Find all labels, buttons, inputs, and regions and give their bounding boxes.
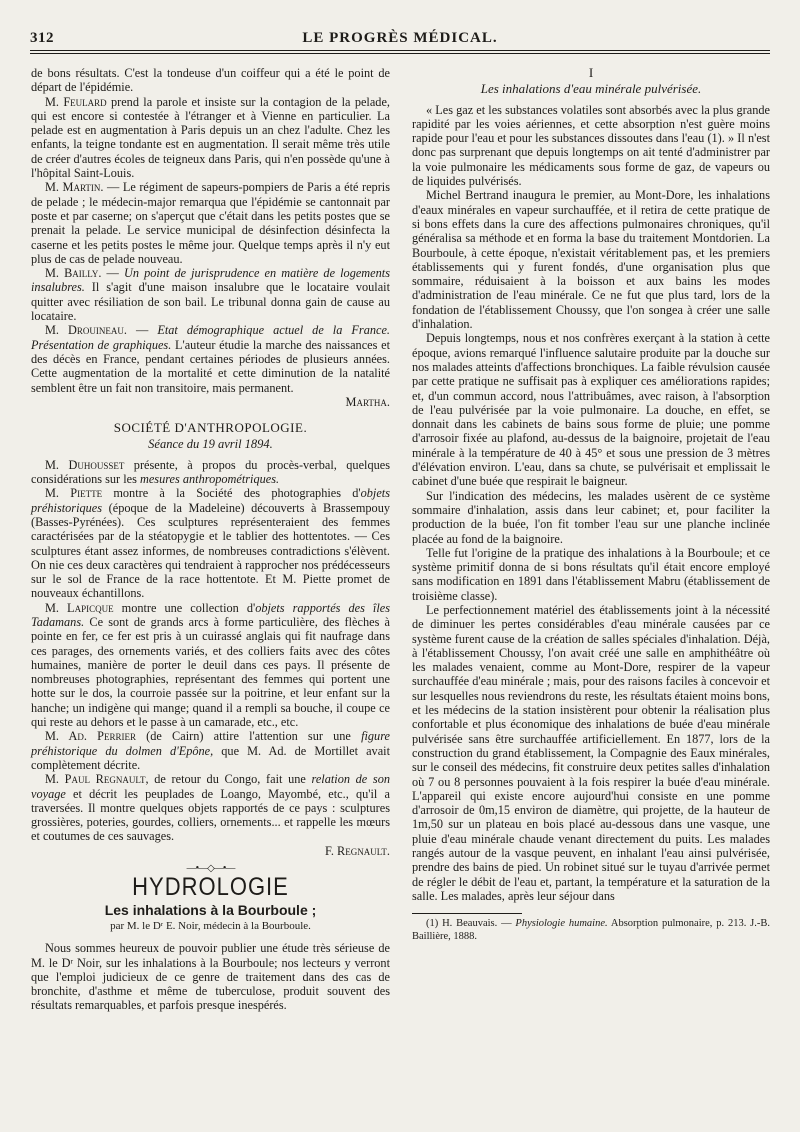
page-header bbox=[30, 28, 770, 50]
speaker-name: M. Lapicque bbox=[45, 600, 114, 615]
dash: — bbox=[101, 266, 124, 281]
paragraph-text: et décrit les peuplades de Loango, Mayombé, etc., qu'il a traversées. Il montre quelques objets rapportés de ce pays : sculptures grossières, poteries, gourdes, colliers, ornements... et rappelle les mœurs et coutumes de ces sauvages. bbox=[31, 786, 390, 844]
paragraph bbox=[31, 486, 390, 600]
paragraph bbox=[31, 95, 390, 181]
speaker-name: M. Martin. bbox=[45, 180, 104, 195]
left-column bbox=[31, 66, 390, 1013]
speaker-name: M. Piette bbox=[45, 486, 103, 501]
paragraph bbox=[31, 772, 390, 843]
chapter-number: I bbox=[588, 65, 594, 80]
speaker-name: M. Ad. Perrier bbox=[45, 729, 136, 744]
paragraph-text: Ce sont de grands arcs à forme particulière, des flèches à pointe en fer, ce fer est pris à un cuirassé anglais qui fit naufrage dans ces parages, des ornements variés, et des colliers faits avec des côtes humaines, manière de porter le deuil dans ces pays. Il présente de nombreuses photographies, représentant des femmes qui portent une hotte sur le dos, la courroie passée sur la poitrine, et leur enfant sur la hanche; un indigène qui mange; quand il a rempli sa bouche, il coupe ce qui reste au dehors et le passe à un camarade, etc., etc. bbox=[31, 614, 390, 730]
journal-title: LE PROGRÈS MÉDICAL. bbox=[302, 30, 498, 46]
paragraph-text: — Le régiment de sapeurs-pompiers de Paris a été repris de pelade ; le médecin-major remarqua que l'épidémie se cantonnait par poste et par caserne; on s'aperçut que c'était dans les petits postes que se prenait la pelade. Le service municipal de désinfection désinfecta la caserne et les petits postes le même jour. Quelque temps après il n'y eut plus de cas de pelade nouveau. bbox=[31, 180, 390, 266]
speaker-name: M. Paul Regnault, bbox=[45, 772, 149, 787]
paragraph: Le perfectionnement matériel des établissements joint à la nécessité de diminuer les pertes considérables d'eau minérale causées par ce système furent cause de la création de salles spéciales d'inhalation. Déjà, à l'établissement Choussy, l'on avait créé une salle en amphithéâtre où les malades venaient, comme au Mont-Dore, respirer de la vapeur surchauffée d'eau minérale ; mais, pour des raisons faciles à concevoir et sur lesquelles nous reviendrons du reste, les résultats étaient moins bons, et les médecins de la station insistèrent pour obtenir la réalisation plus confortable et plus économique des inhalations de buée d'eau minérale pulvérisée sans être surchauffée artificiellement. En 1877, lors de la construction du grand établissement, la Compagnie des Eaux minérales, sur le conseil des médecins, fit construire deux petites salles d'inhalation où 7 ou 8 personnes pouvaient à la fois respirer la buée d'eau minérale. L'appareil qui existe encore aujourd'hui consiste en une pomme d'arrosoir de 0m,15 environ de diamètre, qui projette, de la hauteur de 1m,50 sur un plateau en bois placé au-dessous dans une vasque, une pluie d'eau minérale chaude venant directement du puits. Les malades rangés autour de la vasque peuvent, en inhalant l'eau ainsi pulvérisée, prendre des bains de pied. Un robinet situé sur le tuyau d'arrivée permet de régler le débit de l'eau et, partant, la température et la saturation de la salle. Les malades, après leur séjour dans bbox=[412, 602, 770, 903]
paragraph-text: que M. Ad. de Mortillet avait complètement décrite. bbox=[31, 743, 390, 772]
speaker-name: M. Duhousset bbox=[45, 457, 125, 472]
paragraph-text: présente, à propos du procès-verbal, quelques considérations sur les bbox=[31, 457, 390, 487]
speaker-name: M. Bailly. bbox=[45, 266, 102, 281]
italic-text: figure préhistorique du dolmen d'Epône, bbox=[31, 729, 390, 758]
paragraph bbox=[31, 266, 390, 323]
chapter-title: Les inhalations d'eau minérale pulvérisée. bbox=[480, 81, 702, 97]
footnote-text: (1) H. Beauvais. — bbox=[426, 918, 516, 930]
paragraph bbox=[31, 601, 390, 730]
paragraph: Michel Bertrand inaugura le premier, au Mont-Dore, les inhalations d'eaux minérales en vapeur surchauffée, et il retira de cette pratique de si bons effets dans la cure des affections pulmonaires chroniques, qu'il généralisa sa méthode et en forma la base du traitement Montdorien. La Bourboule, à cette époque, n'existait véritablement pas, et les premiers établissements qui y furent fondés, d'une organisation plus que sommaire, réduisaient à la boisson et aux bains les modes d'administration de l'eau minérale. Ce ne fut que plus tard, lors de la fondation de l'établissement Choussy, que l'on songea à créer une salle d'inhalation. bbox=[412, 188, 770, 332]
ornament-divider: —•—◇—•— bbox=[186, 863, 235, 875]
italic-text: relation de son voyage bbox=[31, 772, 391, 801]
header-rule bbox=[30, 50, 770, 51]
paragraph: Nous sommes heureux de pouvoir publier une étude très sérieuse de M. le Dʳ Noir, sur les inhalations à la Bourboule; nos lecteurs y verront que l'emploi judicieux de ce genre de traitement dans des cas de bronchite, d'asthme et même de tuberculose, produit souvent des résultats remarquables, et parfois presque inespérés. bbox=[31, 941, 390, 1013]
page-number: 312 bbox=[30, 30, 54, 46]
italic-text: objets rapportés des îles Tadamans. bbox=[31, 600, 391, 629]
italic-text: mesures anthropométriques. bbox=[139, 472, 280, 487]
paragraph: de bons résultats. C'est la tondeuse d'un coiffeur qui a été le point de départ de l'épidémie. bbox=[31, 66, 390, 95]
speaker-name: M. Drouineau. bbox=[45, 323, 127, 338]
dash: — bbox=[127, 323, 158, 338]
right-column bbox=[412, 66, 770, 943]
section-date: Séance du 19 avril 1894. bbox=[148, 437, 273, 452]
paragraph: « Les gaz et les substances volatiles sont absorbés avec la plus grande rapidité par les voies aériennes, et cette absorption n'est guère moins rapide pour l'eau et pour les substances dissoutes dans l'eau (1). » Il n'est donc pas surprenant que depuis longtemps on ait tenté d'administrer par la voie pulmonaire les médicaments sous forme de gaz, de vapeurs ou de liquides pulvérisés. bbox=[412, 102, 770, 189]
paragraph-text: de retour du Congo, fait une bbox=[148, 772, 312, 787]
footnote bbox=[412, 918, 770, 943]
paragraph bbox=[31, 180, 390, 266]
italic-text: objets préhistoriques bbox=[31, 486, 390, 515]
footnote-rule bbox=[412, 913, 522, 914]
footnote-title: Physiologie humaine. bbox=[515, 918, 608, 930]
speaker-name: M. Feulard bbox=[45, 94, 107, 109]
paragraph-text: Il s'agit d'une maison insalubre que le locataire voulait quitter avec résiliation de son bail. Le tribunal donna gain de cause au locataire. bbox=[31, 280, 390, 324]
paragraph-text: montre une collection d' bbox=[113, 600, 256, 615]
paragraph: Depuis longtemps, nous et nos confrères exerçant à la station à cette époque, avions remarqué l'influence salutaire produite par la douche sur nos malades atteints d'affections bronchiques. La faible révulsion causée par cette pratique ne suffisait pas à expliquer ces améliorations rapides; et, d'un commun accord, nous l'attribuâmes, avec raison, à l'absorption de l'eau pulvérisée par la voie pulmonaire. La douche, en effet, se donnait dans les cabinets de bains sous forme de pluie; une pomme d'arrosoir fixée au plafond, au-dessus de la baignoire, projetait de l'eau minérale à la température de 40 à 45° et sous une pression de 3 mètres d'élévation environ. L'eau, dans sa chute, se pulvérisait et emplissait le cabinet d'une buée que respirait le baigneur. bbox=[412, 331, 770, 489]
section-title: SOCIÉTÉ D'ANTHROPOLOGIE. bbox=[113, 420, 308, 436]
paragraph bbox=[31, 323, 390, 394]
paragraph-text: (époque de la Madeleine) découverts à Brassempouy (Basses-Pyrénées). Ces sculptures représenteraient des femmes caractérisées par de la stéatopygie et le tablier des hottentotes. — Ces sculptures étant assez informes, de nombreuses contradictions s'élèvent. On nie ces deux caractères qui tendraient à rapprocher nos prédécesseurs sur le sol de France de la race hottentote. Et M. Piette promet de nouveaux échantillons. bbox=[31, 500, 390, 601]
paragraph: Telle fut l'origine de la pratique des inhalations à la Bourboule; et ce système primitif donna de si bons résultats qu'il était encore employé sans modification en 1891 dans l'établissement Mabru (établissement de troisième classe). bbox=[412, 545, 770, 603]
paragraph-text: (de Cairn) attire l'attention sur une bbox=[135, 729, 362, 744]
section-heading: HYDROLOGIE bbox=[132, 872, 289, 902]
signature: F. Regnault. bbox=[325, 843, 390, 858]
article-title: Les inhalations à la Bourboule ; bbox=[104, 901, 317, 918]
header-rule-double bbox=[30, 53, 770, 54]
signature: Martha. bbox=[345, 394, 390, 409]
paragraph-text: L'auteur étudie la marche des naissances et des décès en France, pendant certaines périodes de plusieurs années. Cette augmentation de la mortalité et cette diminution de la natalité semblent être un fait non transitoire, mais permanent. bbox=[31, 337, 390, 395]
paragraph-text: montre à la Société des photographies d' bbox=[102, 486, 361, 501]
paragraph-text: prend la parole et insiste sur la contagion de la pelade, qui est encore si contestée à l'étranger et à Vienne en particulier. La pelade est en augmentation à Paris depuis un an chez l'adulte. Chez les enfants, la teigne tondante est en augmentation. Il serait même très utile de créer d'autres écoles de teigneux dans Paris, qui n'en possède qu'une à l'hôpital Saint-Louis. bbox=[31, 94, 390, 181]
paragraph bbox=[31, 458, 390, 487]
article-byline: par M. le Dʳ E. Noir, médecin à la Bourboule. bbox=[110, 919, 311, 932]
paragraph: Sur l'indication des médecins, les malades usèrent de ce système sommaire d'inhalation, assis dans leur cabinet; et, pour faciliter la production de la buée, l'on fit tomber l'eau sur une planche inclinée placée au fond de la baignoire. bbox=[412, 488, 770, 546]
paragraph bbox=[31, 729, 390, 772]
paper-title: Etat démographique actuel de la France. Présentation de graphiques. bbox=[31, 323, 390, 352]
paper-title: Un point de jurisprudence en matière de logements insalubres. bbox=[31, 266, 390, 295]
footnote-text: Absorption pulmonaire, p. 213. J.-B. Baillière, 1888. bbox=[412, 918, 771, 942]
